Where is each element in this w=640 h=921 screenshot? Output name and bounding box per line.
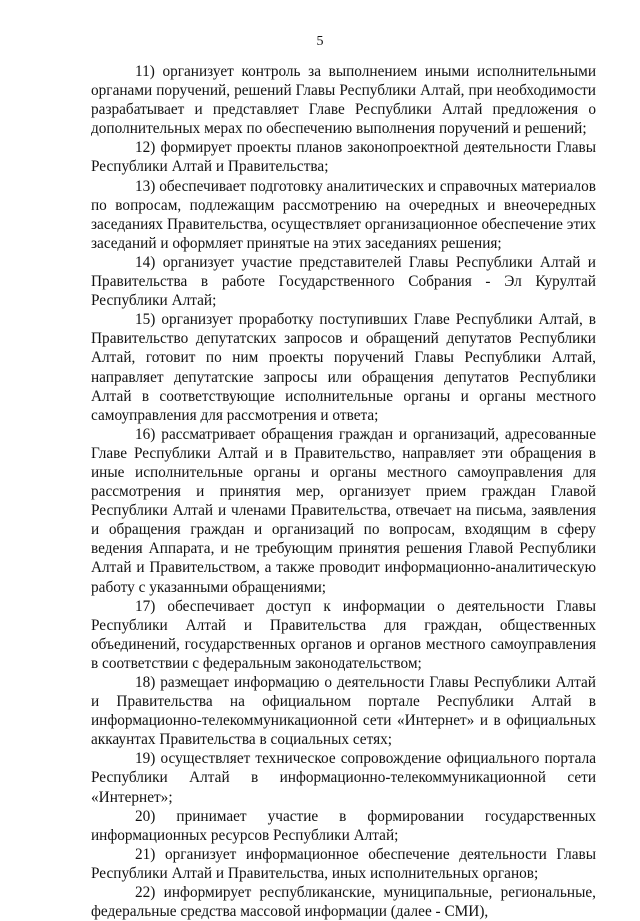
list-item-21: 21) организует информационное обеспечение деятельности Главы Республики Алтай и Правительства, иных исполнительных органов; — [91, 845, 596, 882]
list-item-17: 17) обеспечивает доступ к информации о деятельности Главы Республики Алтай и Правительства для граждан, общественных объединений, государственных органов и органов местного самоуправления в соответствии с федеральным законодательством; — [91, 597, 596, 672]
list-item-18: 18) размещает информацию о деятельности Главы Республики Алтай и Правительства на официальном портале Республики Алтай в информационно-телекоммуникационной сети «Интернет» и в официальных аккаунтах Правительства в социальных сетях; — [91, 674, 596, 749]
list-item-22: 22) информирует республиканские, муниципальные, региональные, федеральные средства массовой информации (далее - СМИ), — [91, 884, 596, 921]
list-item-16: 16) рассматривает обращения граждан и организаций, адресованные Главе Республики Алтай и в Правительство, направляет эти обращения в иные исполнительные органы и органы местного самоуправления для рассмотрения и принятия мер, организует прием граждан Главой Республики Алтай и членами Правительства, отвечает на письма, заявления и обращения граждан и организаций по вопросам, входящим в сферу ведения Аппарата, и не требующим принятия решения Главой Республики Алтай и Правительством, а также проводит информационно-аналитическую работу с указанными обращениями; — [91, 425, 596, 596]
list-item-13: 13) обеспечивает подготовку аналитических и справочных материалов по вопросам, подлежащим рассмотрению на очередных и внеочередных заседаниях Правительства, осуществляет организационное обеспечение этих заседаний и оформляет принятые на этих заседаниях решения; — [91, 177, 597, 252]
list-item-11: 11) организует контроль за выполнением иными исполнительными органами поручений, решений Главы Республики Алтай, при необходимости разрабатывает и представляет Главе Республики Алтай предложения о дополнительных мерах по обеспечению выполнения поручений и решений; — [91, 63, 596, 138]
list-item-14: 14) организует участие представителей Главы Республики Алтай и Правительства в работе Государственного Собрания - Эл Курултай Республики Алтай; — [91, 253, 596, 310]
list-item-15: 15) организует проработку поступивших Главе Республики Алтай, в Правительство депутатских запросов и обращений депутатов Республики Алтай, готовит по ним проекты поручений Главы Республики Алтай, направляет депутатские запросы или обращения депутатов Республики Алтай в соответствующие исполнительные органы и органы местного самоуправления для рассмотрения и ответа; — [91, 311, 596, 424]
list-item-20: 20) принимает участие в формировании государственных информационных ресурсов Республики Алтай; — [91, 807, 596, 844]
document-body — [91, 62, 596, 921]
list-item-12: 12) формирует проекты планов законопроектной деятельности Главы Республики Алтай и Правительства; — [91, 139, 596, 176]
page-number: 5 — [316, 34, 324, 49]
list-item-19: 19) осуществляет техническое сопровождение официального портала Республики Алтай в информационно-телекоммуникационной сети «Интернет»; — [91, 750, 596, 806]
